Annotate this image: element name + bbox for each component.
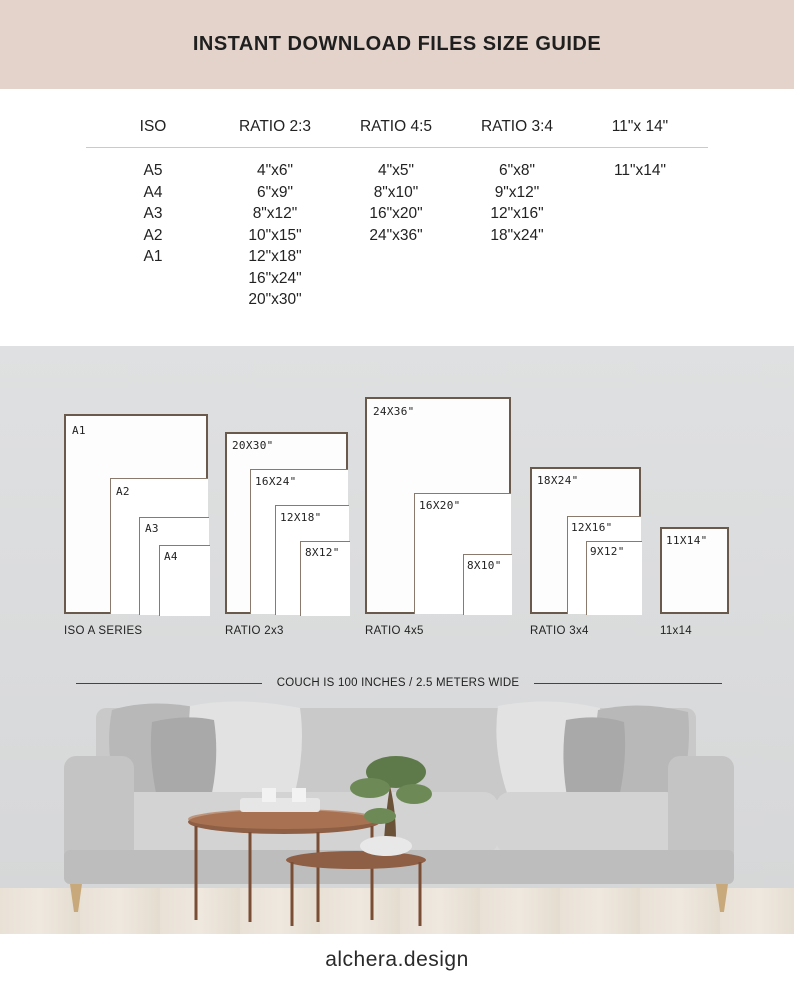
series-label-iso: ISO A SERIES <box>64 625 143 637</box>
frame-label: A4 <box>164 550 178 563</box>
table-cell: A4 <box>143 183 163 201</box>
frame-label: 16X24" <box>255 475 297 488</box>
table-column-11x14 <box>565 117 715 179</box>
frame-label: 20X30" <box>232 439 274 452</box>
table-cell: A1 <box>143 248 163 265</box>
table-cell: 4"x5" <box>378 162 414 179</box>
table-cell: 18"x24" <box>490 226 544 244</box>
tray <box>240 798 320 812</box>
table-cell: A5 <box>143 162 163 179</box>
table-cell: 4"x6" <box>257 162 293 179</box>
table-cell: 8"x12" <box>252 205 298 222</box>
frame-24x36 <box>365 397 511 614</box>
side-table-top <box>286 851 426 869</box>
pillow <box>563 717 625 805</box>
frame-label: 24X36" <box>373 405 415 418</box>
frame-label: 18X24" <box>537 474 579 487</box>
column-header: RATIO 4:5 <box>359 118 433 135</box>
frame-label: 11X14" <box>666 534 708 547</box>
table-cell: 16"x20" <box>369 205 423 222</box>
table-cell: 16"x24" <box>248 269 302 287</box>
table-cell: 8"x10" <box>373 183 419 201</box>
table-cell: 10"x15" <box>248 226 302 244</box>
frame-8x10 <box>463 554 512 615</box>
table-cell: A3 <box>143 205 163 222</box>
couch-width-line-right <box>534 683 722 684</box>
column-header: 11"x 14" <box>611 118 669 135</box>
frame-12x18 <box>275 505 349 615</box>
couch-width-note: COUCH IS 100 INCHES / 2.5 METERS WIDE <box>276 677 520 689</box>
table-divider <box>86 147 708 148</box>
frame-9x12 <box>586 541 642 615</box>
sofa-scene-illustration <box>0 690 794 935</box>
frame-label: 12X18" <box>280 511 322 524</box>
table-cell: 20"x30" <box>248 291 302 308</box>
series-label-ratio-4x5: RATIO 4x5 <box>365 625 424 637</box>
frame-8x12 <box>300 541 350 616</box>
frame-16x20 <box>414 493 511 614</box>
couch-width-line-left <box>76 683 262 684</box>
frame-label: 12X16" <box>571 521 613 534</box>
table-cell: 6"x9" <box>257 183 293 201</box>
sofa-leg <box>70 884 82 912</box>
table-cell: 12"x16" <box>490 205 544 222</box>
frame-a3 <box>139 517 209 615</box>
frame-16x24 <box>250 469 348 614</box>
brand-footer: alchera.design <box>325 948 469 971</box>
table-cell: 12"x18" <box>248 248 302 265</box>
page-title: INSTANT DOWNLOAD FILES SIZE GUIDE <box>192 33 602 55</box>
table-cell: 11"x14" <box>613 162 667 179</box>
column-header: ISO <box>139 118 167 135</box>
series-label-11x14: 11x14 <box>660 625 692 637</box>
table-cell: A2 <box>143 226 163 244</box>
frame-label: 8X12" <box>305 546 340 559</box>
frame-11x14 <box>660 527 729 614</box>
column-header: RATIO 2:3 <box>238 118 312 135</box>
frame-label: A2 <box>116 485 130 498</box>
frame-label: A3 <box>145 522 159 535</box>
table-cell: 24"x36" <box>369 226 423 244</box>
header-banner <box>0 0 794 89</box>
frame-a1 <box>64 414 208 614</box>
frame-a4 <box>159 545 210 616</box>
frame-12x16 <box>567 516 641 614</box>
sofa-leg <box>716 884 728 912</box>
series-label-ratio-2x3: RATIO 2x3 <box>225 625 284 637</box>
frame-18x24 <box>530 467 641 614</box>
series-label-ratio-3x4: RATIO 3x4 <box>530 625 589 637</box>
frame-label: 8X10" <box>467 559 502 572</box>
seat-cushion <box>496 792 680 854</box>
frame-label: 16X20" <box>419 499 461 512</box>
table-cell: 6"x8" <box>499 162 535 179</box>
frame-20x30 <box>225 432 348 614</box>
column-header: RATIO 3:4 <box>480 118 554 135</box>
table-cell: 9"x12" <box>494 183 540 201</box>
frame-label: A1 <box>72 424 86 437</box>
plant-pot <box>360 836 412 856</box>
frame-label: 9X12" <box>590 545 625 558</box>
pillow <box>151 717 216 805</box>
frame-a2 <box>110 478 208 614</box>
